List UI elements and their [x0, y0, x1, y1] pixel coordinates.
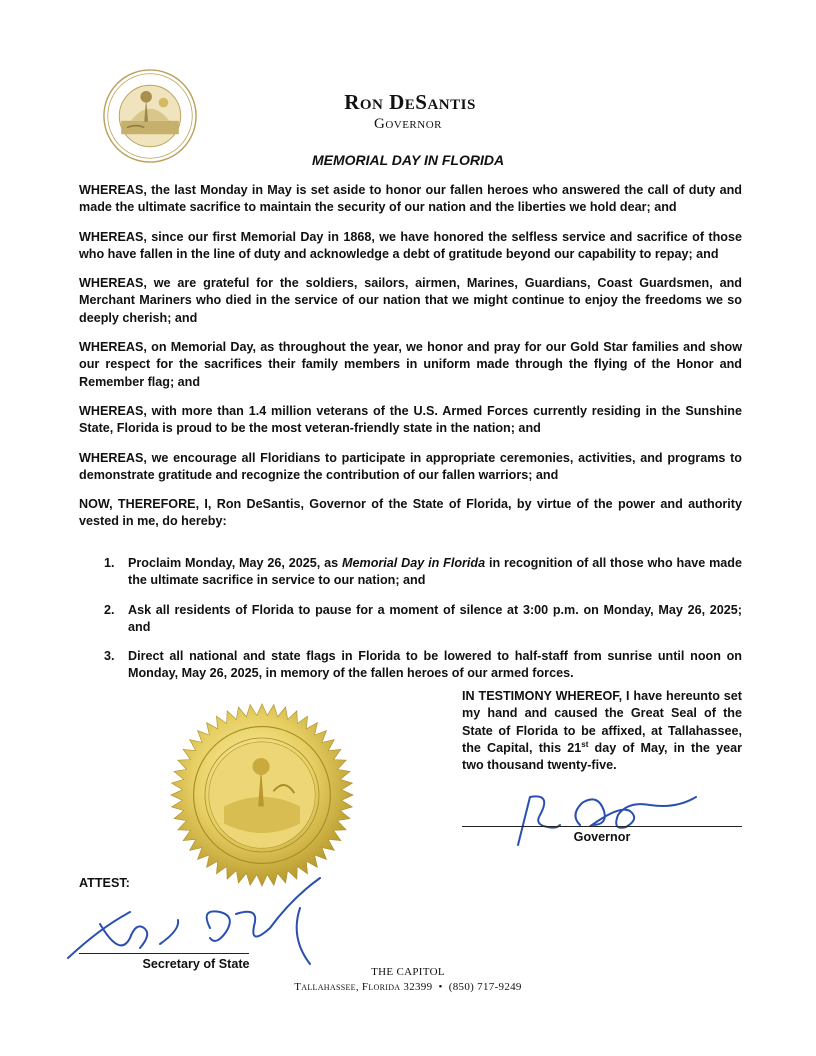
item-number: 2. — [104, 602, 115, 617]
whereas-clause: WHEREAS, since our first Memorial Day in 1868, we have honored the selfless service and sacrifice of those who have fallen in the line of duty and acknowledge a debt of gratitude beyond our capability to repay; and — [79, 229, 742, 261]
item-emphasis: Memorial Day in Florida — [342, 556, 486, 570]
item-text: Direct all national and state flags in Florida to be lowered to half-staff from sunrise until noon on Monday, May 26, 2025, in memory of the fallen heroes of our armed forces. — [128, 649, 742, 681]
footer-address: Tallahassee, Florida 32399 — [294, 981, 433, 993]
gold-foil-seal-icon — [167, 700, 357, 890]
testimony-clause: IN TESTIMONY WHEREOF, I have hereunto set my hand and caused the Great Seal of the State of Florida to be affixed, at Tallahassee, the Capital, this 21st day of May, in the year two thousand twenty-five. — [462, 689, 742, 773]
list-item — [104, 648, 742, 683]
secretary-label: Secretary of State — [142, 957, 250, 971]
whereas-clause: WHEREAS, we encourage all Floridians to participate in appropriate ceremonies, activities, and programs to demonstrate gratitude and recognize the contribution of our fallen warriors; and — [79, 450, 742, 482]
list-item — [104, 602, 742, 637]
footer-address-line — [0, 981, 816, 993]
footer-capitol: THE CAPITOL — [371, 966, 445, 978]
governor-name: Ron DeSantis — [344, 90, 476, 114]
secretary-signature-line — [79, 953, 249, 954]
proclamation-title: MEMORIAL DAY IN FLORIDA — [311, 152, 505, 168]
whereas-clause: WHEREAS, we are grateful for the soldiers, sailors, airmen, Marines, Guardians, Coast Guardsmen, and Merchant Mariners who died in the service of our nation that we might continue to enjoy the freedoms we so deeply cherish; and — [79, 276, 742, 325]
whereas-clause: WHEREAS, with more than 1.4 million veterans of the U.S. Armed Forces currently residing in the Sunshine State, Florida is proud to be the most veteran-friendly state in the nation; and — [79, 403, 742, 436]
whereas-clauses — [79, 182, 742, 543]
item-text: Proclaim Monday, May 26, 2025, as Memorial Day in Florida in recognition of all those who have made the ultimate sacrifice in service to our nation; and — [128, 556, 742, 588]
footer-phone: (850) 717-9249 — [448, 981, 522, 993]
governor-signature-line — [462, 826, 742, 827]
item-number: 1. — [104, 556, 115, 570]
footer-bullet: • — [438, 981, 443, 993]
proclamation-items — [104, 555, 742, 695]
whereas-clause: WHEREAS, on Memorial Day, as throughout the year, we honor and pray for our Gold Star families and show our respect for the sacrifices their family members in uniform made through the flying of the Honor and Remember flag; and — [79, 340, 742, 389]
whereas-clause: WHEREAS, the last Monday in May is set aside to honor our fallen heroes who answered the call of duty and made the ultimate sacrifice to maintain the security of our nation and the liberties we hold dear; and — [79, 183, 742, 215]
item-text: Ask all residents of Florida to pause for a moment of silence at 3:00 p.m. on Monday, May 26, 2025; and — [128, 602, 742, 634]
item-number: 3. — [104, 649, 115, 664]
governor-title: Governor — [373, 116, 442, 132]
attest-label: ATTEST: — [79, 876, 130, 890]
list-item — [104, 555, 742, 590]
now-therefore-clause: NOW, THEREFORE, I, Ron DeSantis, Governor of the State of Florida, by virtue of the power and authority vested in me, do hereby: — [79, 497, 742, 529]
governor-label: Governor — [573, 830, 631, 844]
